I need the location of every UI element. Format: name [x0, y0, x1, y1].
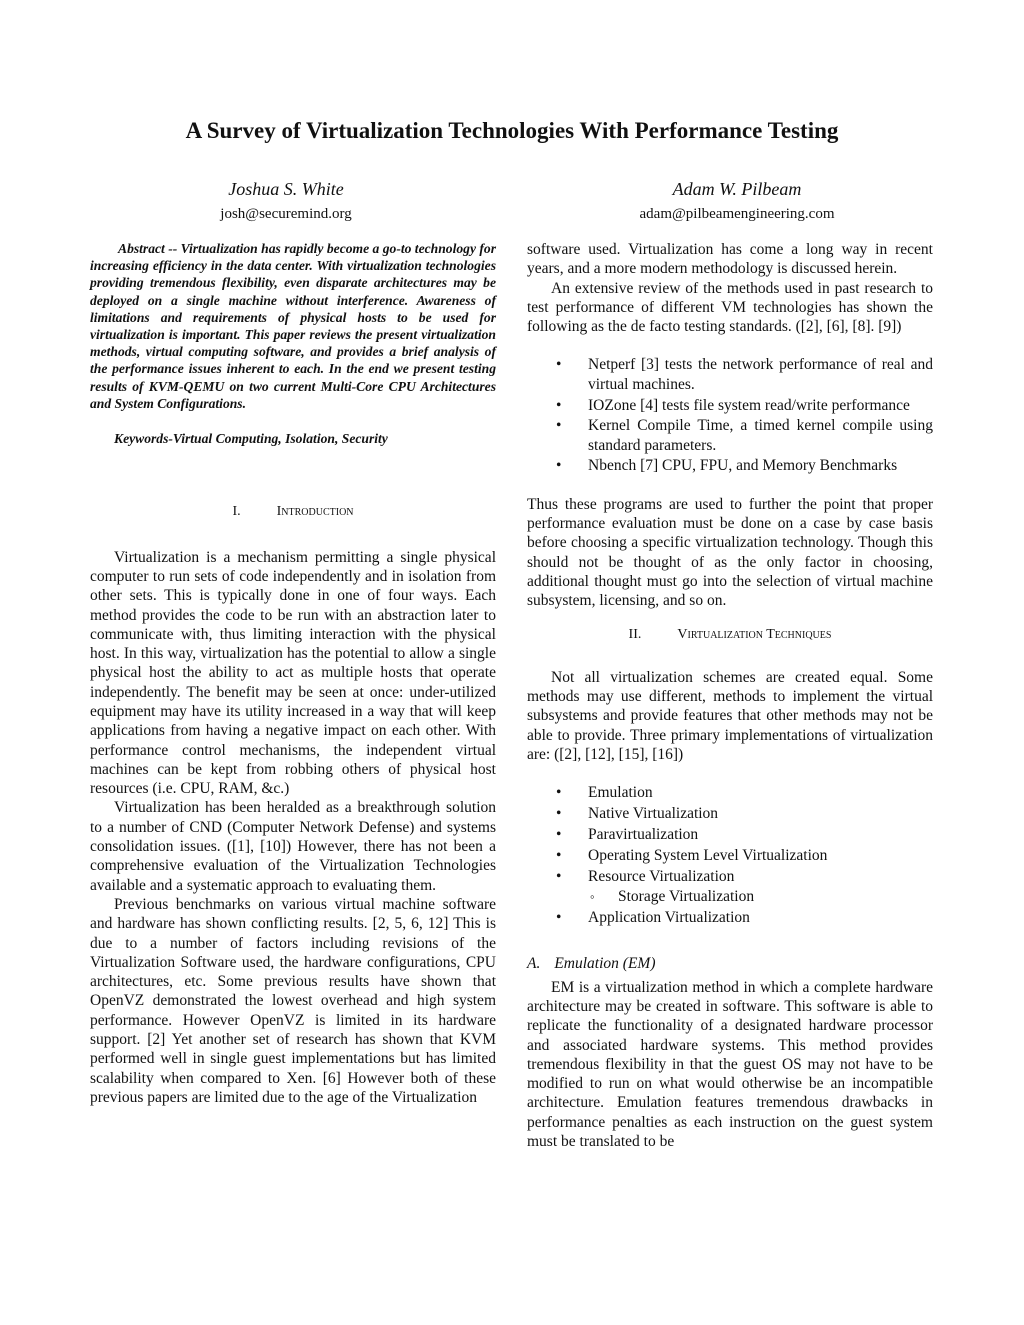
- list-item: • Nbench [7] CPU, FPU, and Memory Benchmarks: [527, 456, 933, 475]
- techniques-list: [527, 783, 933, 927]
- keywords: Keywords-Virtual Computing, Isolation, Security: [114, 431, 388, 447]
- author-name: Joshua S. White: [228, 179, 344, 199]
- author-email: josh@securemind.org: [220, 206, 352, 222]
- review-paragraph: An extensive review of the methods used in past research to test performance of different VM technologies has shown the following as the de facto testing standards. ([2], [6], [8]. [9]): [527, 279, 933, 336]
- author-email: adam@pilbeamengineering.com: [639, 206, 835, 222]
- intro-paragraph-3: Previous benchmarks on various virtual machine software and hardware has shown conflicting results. [2, 5, 6, 12] This is due to a number of factors including revisions of the Virtualization Software used, the hardware configurations, CPU architectures, etc. Some previous results have shown that OpenVZ demonstrated the lowest overhead and high system performance. However OpenVZ is limited in its hardware support. [2] Yet another set of research has shown that KVM performed well in single guest implementations but has limited scalability when compared to Xen. [6] However both of these previous papers are limited due to the age of the Virtualization: [90, 895, 496, 1106]
- section-heading-introduction: [90, 502, 496, 521]
- techniques-paragraph: Not all virtualization schemes are created equal. Some methods may use different, methods to implement the virtual subsystems and provide features that other methods may not be able to provide. Three primary implementations of virtualization are: ([2], [12], [15], [16]): [527, 668, 933, 764]
- thus-paragraph: Thus these programs are used to further the point that proper performance evaluation must be done on a case by case basis before choosing a specific virtualization technology. Though this should not be thought of as the only factor in choosing, additional thought must go into the selection of virtual machine subsystem, licensing, and so on.: [527, 495, 933, 610]
- author-block-1: [136, 179, 436, 223]
- list-item: • Kernel Compile Time, a timed kernel compile using standard parameters.: [527, 416, 933, 455]
- list-item: • Emulation: [527, 783, 933, 802]
- section-number: I.: [232, 504, 241, 520]
- subsection-heading-emulation: [527, 954, 933, 973]
- list-item: • IOZone [4] tests file system read/write performance: [527, 396, 933, 415]
- intro-paragraph-1: Virtualization is a mechanism permitting a single physical computer to run sets of code independently and in isolation from other sets. This is typically done in one of four ways. Each method provides the code to be run with an abstraction later to communicate with, thus limiting interaction with the physical host. In this way, virtualization has the potential to allow a single physical host the ability to act as multiple hosts that operate independently. The benefit may be seen at once: under-utilized equipment may have its utility increased in a way that will keep applications from having a negative impact on each other. With performance control mechanisms, the independent virtual machines can be kept from robbing others of physical host resources (i.e. CPU, RAM, &c.): [90, 548, 496, 798]
- paper-title: A Survey of Virtualization Technologies With Performance Testing: [185, 118, 839, 143]
- left-column: [90, 240, 496, 1107]
- section-number: II.: [628, 626, 642, 642]
- abstract: Abstract -- Virtualization has rapidly become a go-to technology for increasing efficiency in the data center. With virtualization technologies providing tremendous flexibility, even disparate architectures may be deployed on a single machine without interference. Awareness of limitations and requirements of physical hosts to be used for virtualization is important. This paper reviews the present virtualization methods, virtual computing software, and provides a brief analysis of the performance issues inherent to each. In the end we present testing results of KVM-QEMU on two current Multi-Core CPU Architectures and System Configurations.: [90, 241, 496, 411]
- list-item: • Netperf [3] tests the network performance of real and virtual machines.: [527, 355, 933, 394]
- continuation-paragraph: software used. Virtualization has come a long way in recent years, and a more modern methodology is discussed herein.: [527, 241, 933, 278]
- section-heading-virtualization-techniques: [527, 625, 933, 644]
- section-title: Introduction: [276, 504, 354, 520]
- emulation-paragraph: EM is a virtualization method in which a complete hardware architecture may be created in software. This software is able to replicate the functionality of a designated hardware processor and associated hardware systems. This method provides tremendous flexibility in that the guest OS may not have to be modified to run on what would otherwise be an incompatible architecture. Emulation features tremendous drawbacks in performance penalties as each instruction on the guest system must be translated to be: [527, 978, 933, 1151]
- list-item: • Operating System Level Virtualization: [527, 846, 933, 865]
- sub-list-item: ◦ Storage Virtualization: [527, 887, 933, 906]
- list-item: • Resource Virtualization: [527, 867, 933, 886]
- right-column: [527, 240, 933, 1151]
- section-title: Virtualization Techniques: [677, 626, 832, 642]
- subsection-letter: A.: [527, 955, 541, 973]
- author-name: Adam W. Pilbeam: [672, 179, 802, 199]
- testing-standards-list: [527, 355, 933, 475]
- author-block-2: [587, 179, 887, 223]
- intro-paragraph-2: Virtualization has been heralded as a breakthrough solution to a number of CND (Computer Network Defense) and systems consolidation issues. ([1], [10]) However, there has not been a comprehensive evaluation of the Virtualization Technologies available and a systematic approach to evaluating them.: [90, 799, 496, 894]
- subsection-title: Emulation (EM): [554, 955, 656, 973]
- list-item: • Application Virtualization: [527, 908, 933, 927]
- list-item: • Native Virtualization: [527, 804, 933, 823]
- list-item: • Paravirtualization: [527, 825, 933, 844]
